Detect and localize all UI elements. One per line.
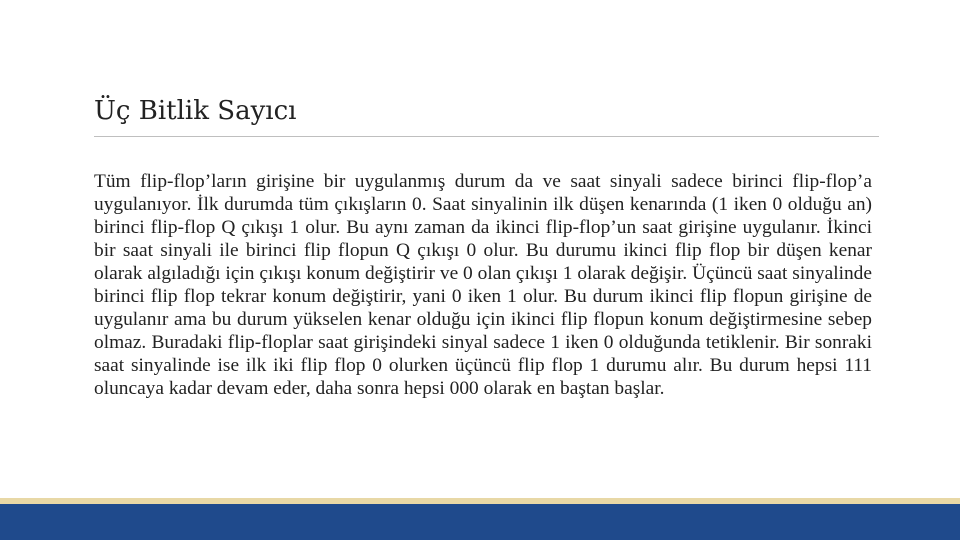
footer-navy-band [0,504,960,540]
title-divider [94,136,879,137]
slide-title: Üç Bitlik Sayıcı [94,96,297,126]
slide-body-text: Tüm flip-flop’ların girişine bir uygulanmış durum da ve saat sinyali sadece birinci flip-flop’a uygulanıyor. İlk durumda tüm çıkışların 0. Saat sinyalinin ilk düşen kenarında (1 iken 0 olduğu an) birinci flip-flop Q çıkışı 1 olur. Bu aynı zaman da ikinci flip-flop’un saat girişine uygulanır. İkinci bir saat sinyali ile birinci flip flopun Q çıkışı 0 olur. Bu durumu ikinci flip flop bir düşen kenar olarak algıladığı için çıkışı konum değiştirir ve 0 olan çıkışı 1 olarak değişir. Üçüncü saat sinyalinde birinci flip flop tekrar konum değiştirir, yani 0 iken 1 olur. Bu durum ikinci flip flopun girişine de uygulanır ama bu durum yükselen kenar olduğu için ikinci flip flopun konum değiştirmesine sebep olmaz. Buradaki flip-floplar saat girişindeki sinyal sadece 1 iken 0 olduğunda tetiklenir. Bir sonraki saat sinyalinde ise ilk iki flip flop 0 olurken üçüncü flip flop 1 durumu alır. Bu durum hepsi 111 oluncaya kadar devam eder, daha sonra hepsi 000 olarak en baştan başlar. [94,171,872,399]
